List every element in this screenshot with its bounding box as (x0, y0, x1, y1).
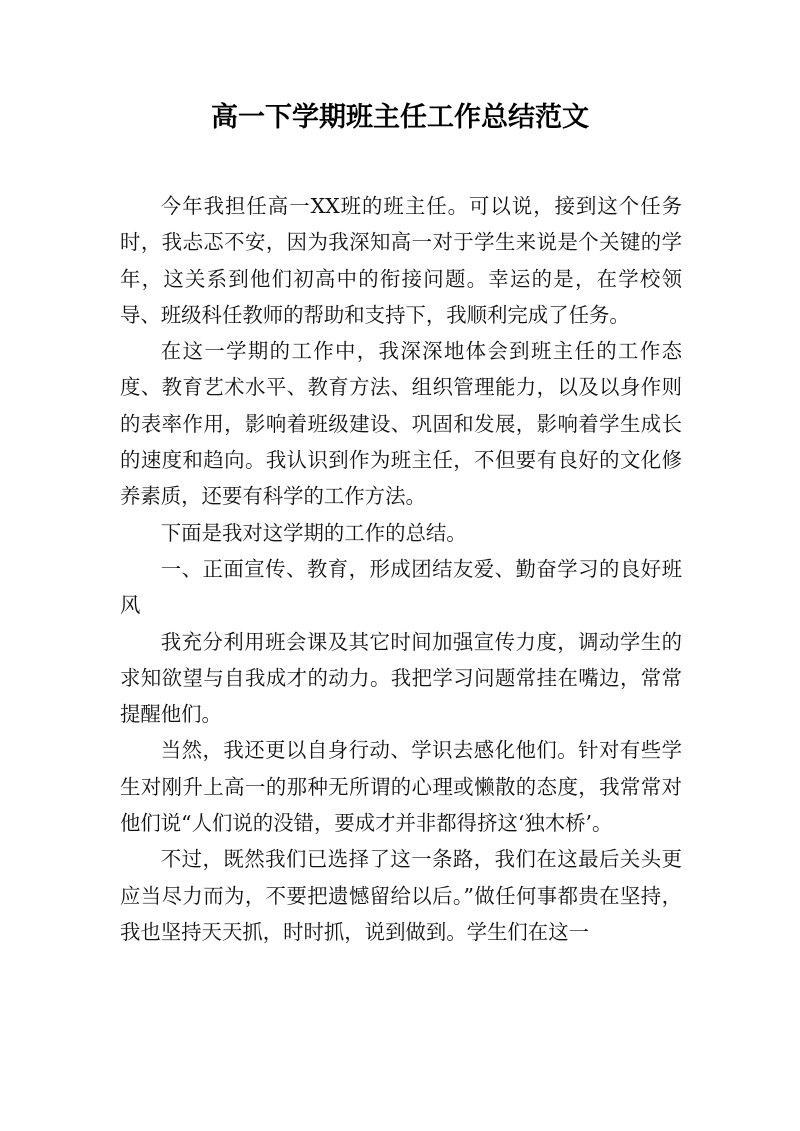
section-heading: 一、正面宣传、教育，形成团结友爱、勤奋学习的良好班风 (120, 556, 682, 618)
paragraph: 今年我担任高一XX班的班主任。可以说，接到这个任务时，我忐忑不安，因为我深知高一对于学生来说是个关键的学年，这关系到他们初高中的衔接问题。幸运的是，在学校领导、班级科任教师的帮助和支持下，我顺利完成了任务。 (120, 194, 682, 327)
paragraph: 当然，我还更以自身行动、学识去感化他们。针对有些学生对刚升上高一的那种无所谓的心理或懒散的态度，我常常对他们说“人们说的没错，要成才并非都得挤这‘独木桥’。 (120, 738, 682, 836)
paragraph: 不过，既然我们已选择了这一条路，我们在这最后关头更应当尽力而为，不要把遗憾留给以后。”做任何事都贵在坚持，我也坚持天天抓，时时抓，说到做到。学生们在这一 (120, 847, 682, 944)
paragraph: 在这一学期的工作中，我深深地体会到班主任的工作态度、教育艺术水平、教育方法、组织管理能力，以及以身作则的表率作用，影响着班级建设、巩固和发展，影响着学生成长的速度和趋向。我认识到作为班主任，不但要有良好的文化修养素质，还要有科学的工作方法。 (120, 339, 682, 509)
paragraph: 我充分利用班会课及其它时间加强宣传力度，调动学生的求知欲望与自我成才的动力。我把学习问题常挂在嘴边，常常提醒他们。 (120, 629, 682, 727)
document-body (120, 188, 682, 950)
paragraph: 下面是我对这学期的工作的总结。 (160, 520, 467, 545)
document-title: 高一下学期班主任工作总结范文 (211, 102, 589, 133)
